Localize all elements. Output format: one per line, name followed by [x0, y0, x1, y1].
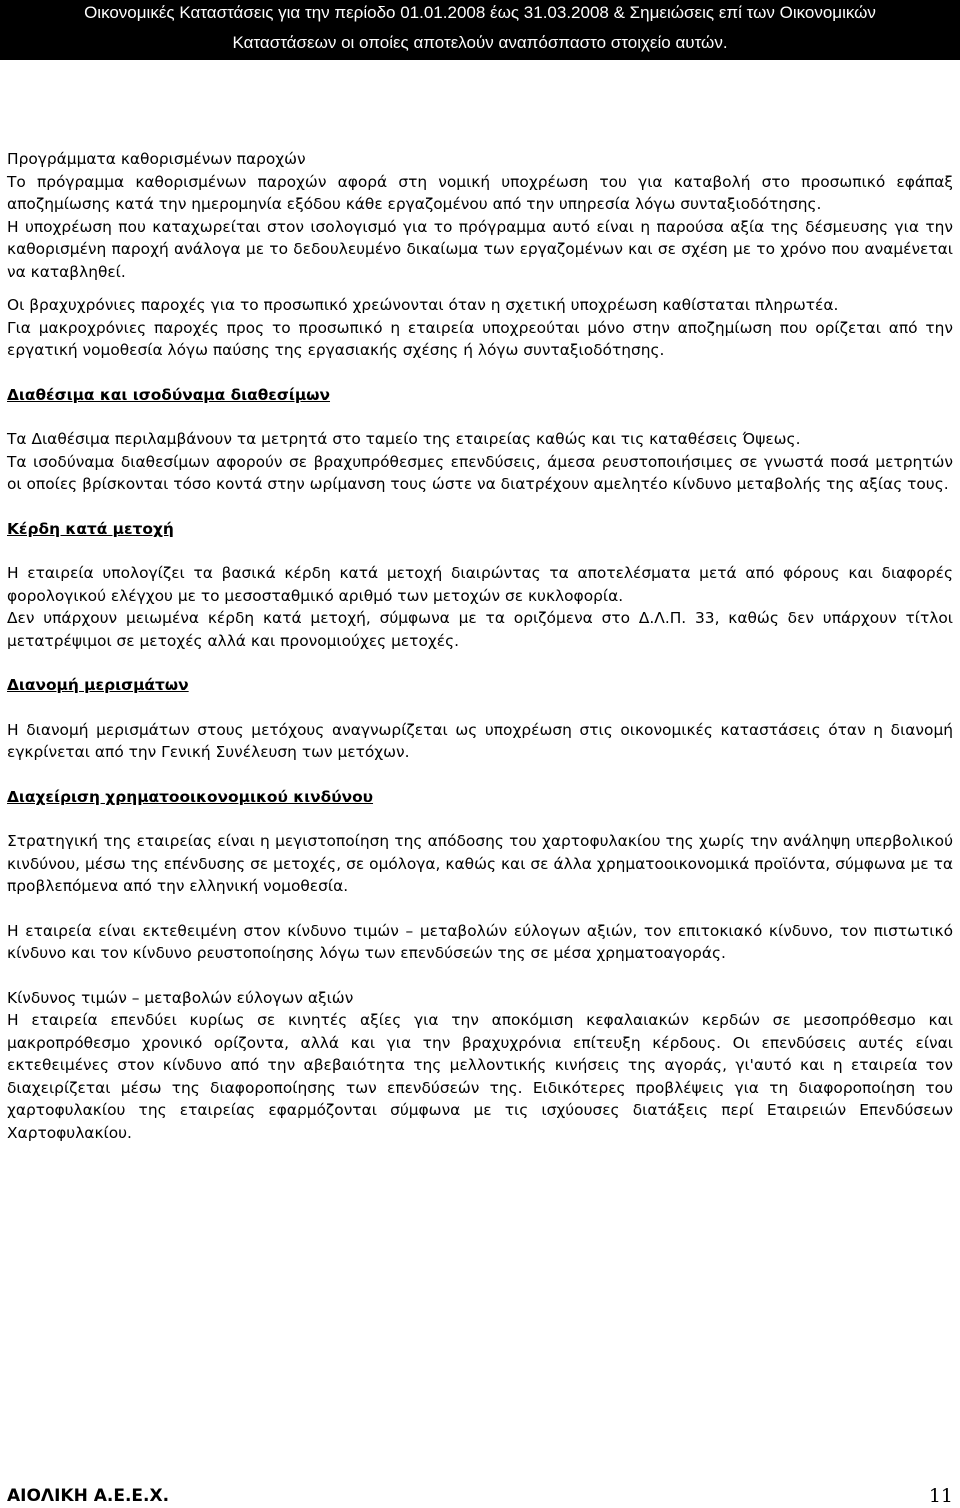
subheading-price-risk: Κίνδυνος τιμών – μεταβολών εύλογων αξιών: [7, 988, 354, 1007]
paragraph: Η υποχρέωση που καταχωρείται στον ισολογισμό για το πρόγραμμα αυτό είναι η παρούσα αξία της δέσμευσης για την καθορισμένη παροχή ανάλογα με το δεδουλευμένο δικαίωμα των εργαζομένων και σε σχέση με το χρόνο που αναμένεται να καταβληθεί.: [7, 217, 953, 281]
paragraph: Για μακροχρόνιες παροχές προς το προσωπικό η εταιρεία υποχρεούται μόνο στην αποζημίωση που ορίζεται από την εργατική νομοθεσία λόγω παύσης της εργασιακής σχέσης ή λόγω συνταξιοδότησης.: [7, 318, 953, 359]
paragraph: Στρατηγική της εταιρείας είναι η μεγιστοποίηση της απόδοσης του χαρτοφυλακίου της χωρίς την ανάληψη υπερβολικού κινδύνου, μέσω της επένδυσης σε μετοχές, σε ομόλογα, καθώς και σε άλλα χρηματοοικονομικά προϊόντα, σύμφωνα με τα προβλεπόμενα από την ελληνική νομοθεσία.: [7, 832, 953, 895]
header-line-1: Οικονομικές Καταστάσεις για την περίοδο 01.01.2008 έως 31.03.2008 & Σημειώσεις επί των Οικονομικών: [84, 3, 876, 22]
document-footer: [0, 1484, 960, 1508]
paragraph: Η εταιρεία επενδύει κυρίως σε κινητές αξίες για την αποκόμιση κεφαλαιακών κερδών σε μεσοπρόθεσμο και μακροπρόθεσμο χρονικό ορίζοντα, αλλά και για την βραχυχρόνια επίτευξη κέρδους. Οι επενδύσεις αυτές είναι εκτεθειμένες στον κίνδυνο από την αβεβαιότητα της μελλοντικής κινήσεις της αγοράς, γι'αυτό και η εταιρεία τον διαχειρίζεται μέσω της διαφοροποίησης των επενδύσεών της. Ειδικότερες προβλέψεις για τη διαφοροποίηση του χαρτοφυλακίου της εταιρείας εφαρμόζονται σύμφωνα με τις ισχύουσες διατάξεις περί Εταιρειών Επενδύσεων Χαρτοφυλακίου.: [7, 1011, 953, 1142]
paragraph: Τα Διαθέσιμα περιλαμβάνουν τα μετρητά στο ταμείο της εταιρείας καθώς και τις καταθέσεις Όψεως.: [7, 430, 801, 448]
paragraph: Η διανομή μερισμάτων στους μετόχους αναγνωρίζεται ως υποχρέωση στις οικονομικές καταστάσεις όταν η διανομή εγκρίνεται από την Γενική Συνέλευση των μετόχων.: [7, 720, 953, 761]
heading-risk: Διαχείριση χρηματοοικονομικού κινδύνου: [7, 787, 374, 806]
paragraph: Η εταιρεία υπολογίζει τα βασικά κέρδη κατά μετοχή διαιρώντας τα αποτελέσματα μετά από φόρους και διαφορές φορολογικού ελέγχου με το μεσοσταθμικό αριθμό των μετοχών σε κυκλοφορία.: [7, 564, 953, 605]
paragraph: Τα ισοδύναμα διαθεσίμων αφορούν σε βραχυπρόθεσμες επενδύσεις, άμεσα ρευστοποιήσιμες σε γνωστά ποσά μετρητών οι οποίες βρίσκονται τόσο κοντά στην ωρίμανση τους ώστε να διατρέχουν αμελητέο κίνδυνο μεταβολής της αξίας τους.: [7, 452, 953, 493]
paragraph: Το πρόγραμμα καθορισμένων παροχών αφορά στη νομική υποχρέωση του για καταβολή στο προσωπικό εφάπαξ αποζημίωσης κατά την ημερομηνία εξόδου κάθε εργαζομένου από την υπηρεσία λόγω συνταξιοδότησης.: [7, 172, 953, 213]
heading-eps: Κέρδη κατά μετοχή: [7, 519, 174, 538]
header-line-2: Καταστάσεων οι οποίες αποτελούν αναπόσπαστο στοιχείο αυτών.: [232, 33, 728, 52]
document-header: [0, 0, 960, 60]
document-body: [7, 148, 953, 1144]
section-title-defined-benefits: Προγράμματα καθορισμένων παροχών: [7, 150, 306, 168]
heading-cash: Διαθέσιμα και ισοδύναμα διαθεσίμων: [7, 385, 331, 404]
paragraph: Δεν υπάρχουν μειωμένα κέρδη κατά μετοχή, σύμφωνα με τα οριζόμενα στο Δ.Λ.Π. 33, καθώς δεν υπάρχουν τίτλοι μετατρέψιμοι σε μετοχές αλλά και προνομιούχες μετοχές.: [7, 609, 953, 650]
footer-company-name: ΑΙΟΛΙΚΗ Α.Ε.Ε.Χ.: [7, 1486, 170, 1506]
paragraph: Η εταιρεία είναι εκτεθειμένη στον κίνδυνο τιμών – μεταβολών εύλογων αξιών, τον επιτοκιακό κίνδυνο, τον πιστωτικό κίνδυνο και τον κίνδυνο ρευστοποίησης λόγω των επενδύσεών της σε μέσα χρηματοαγοράς.: [7, 921, 953, 962]
heading-dividends: Διανομή μερισμάτων: [7, 676, 189, 694]
paragraph: Οι βραχυχρόνιες παροχές για το προσωπικό χρεώνονται όταν η σχετική υποχρέωση καθίσταται πληρωτέα.: [7, 296, 839, 314]
page-number: 11: [928, 1485, 953, 1507]
